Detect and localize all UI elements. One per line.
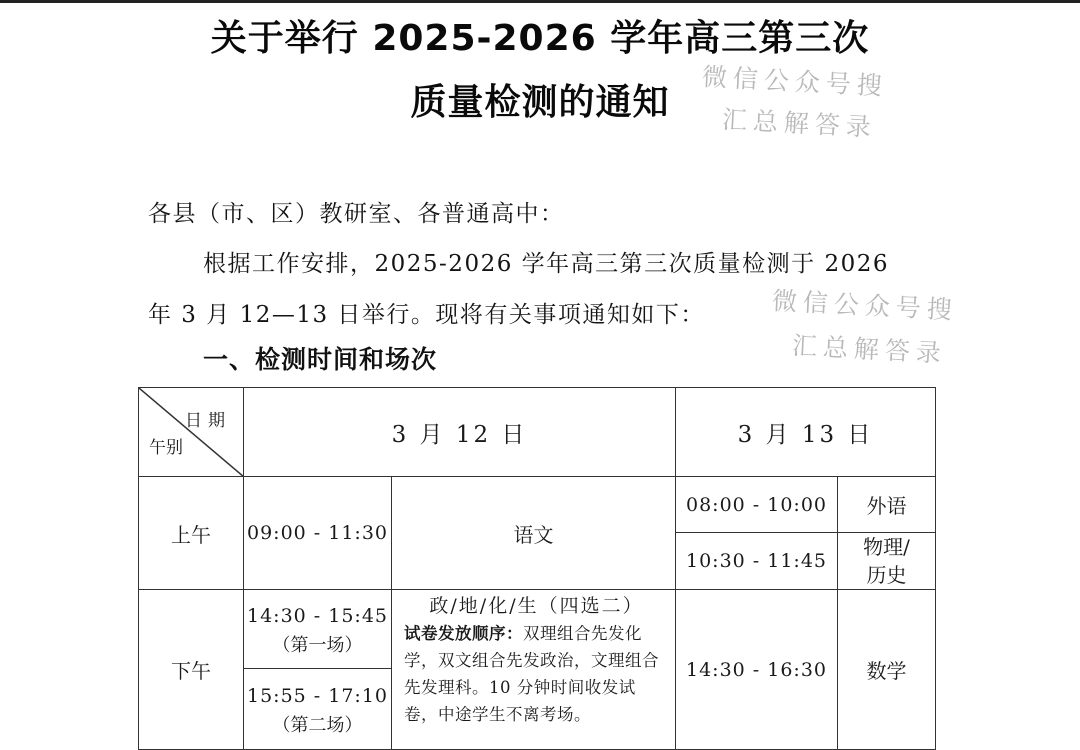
- pm-session2-time: 15:55 - 17:10: [246, 685, 388, 707]
- notice-title-line1: 关于举行 2025-2026 学年高三第三次: [210, 18, 870, 59]
- pm-day1-note-bold: 试卷发放顺序：: [404, 624, 523, 643]
- date-header-day1: 3 月 12 日: [244, 388, 676, 477]
- am-day2-time2: 10:30 - 11:45: [676, 533, 838, 590]
- morning-label: 上午: [139, 477, 244, 590]
- section1-heading: 一、检测时间和场次: [203, 345, 438, 374]
- pm-day2-time: 14:30 - 16:30: [676, 590, 838, 750]
- body-line2: 年 3 月 12—13 日举行。现将有关事项通知如下：: [148, 302, 705, 328]
- am-day2-subject2-text: 物理/历史: [863, 535, 910, 587]
- pm-day1-subject: 政/地/化/生（四选二）: [429, 595, 644, 617]
- pm-day2-subject: 数学: [838, 590, 936, 750]
- pm-day1-note-text: 双理组合先发化学，双文组合先发政治，文理组合先发理科。10 分钟时间收发试卷，中途学生不离考场。: [404, 624, 659, 724]
- body-line1: 根据工作安排，2025-2026 学年高三第三次质量检测于 2026: [203, 251, 889, 277]
- watermark-line2: 汇总解答录: [721, 104, 878, 143]
- pm-day1-times: [244, 590, 392, 750]
- watermark-line4: 汇总解答录: [791, 330, 948, 369]
- afternoon-label: 下午: [139, 590, 244, 750]
- am-day2-subject2: [838, 533, 936, 590]
- pm-session1-time: 14:30 - 15:45: [246, 605, 388, 627]
- am-day2-time1: 08:00 - 10:00: [676, 477, 838, 533]
- corner-session-label: 午别: [149, 438, 183, 458]
- watermark-line3: 微信公众号搜: [771, 286, 959, 325]
- schedule-table: [138, 387, 936, 750]
- am-day1-subject: 语文: [392, 477, 676, 590]
- pm-session1: [244, 590, 391, 668]
- salutation: 各县（市、区）教研室、各普通高中：: [148, 201, 565, 227]
- pm-session2-label: （第二场）: [272, 715, 363, 736]
- pm-session1-label: （第一场）: [272, 635, 363, 656]
- pm-day1-subject-cell: [392, 590, 676, 750]
- am-day1-time: 09:00 - 11:30: [244, 477, 392, 590]
- notice-title-line2: 质量检测的通知: [410, 82, 670, 123]
- date-header-day2: 3 月 13 日: [676, 388, 936, 477]
- top-border-line: [0, 0, 1080, 3]
- watermark-line1: 微信公众号搜: [701, 62, 889, 101]
- corner-date-label: 日期: [185, 411, 231, 431]
- table-corner-cell: [139, 388, 244, 477]
- pm-day1-note: [404, 620, 669, 728]
- am-day2-subject1: 外语: [838, 477, 936, 533]
